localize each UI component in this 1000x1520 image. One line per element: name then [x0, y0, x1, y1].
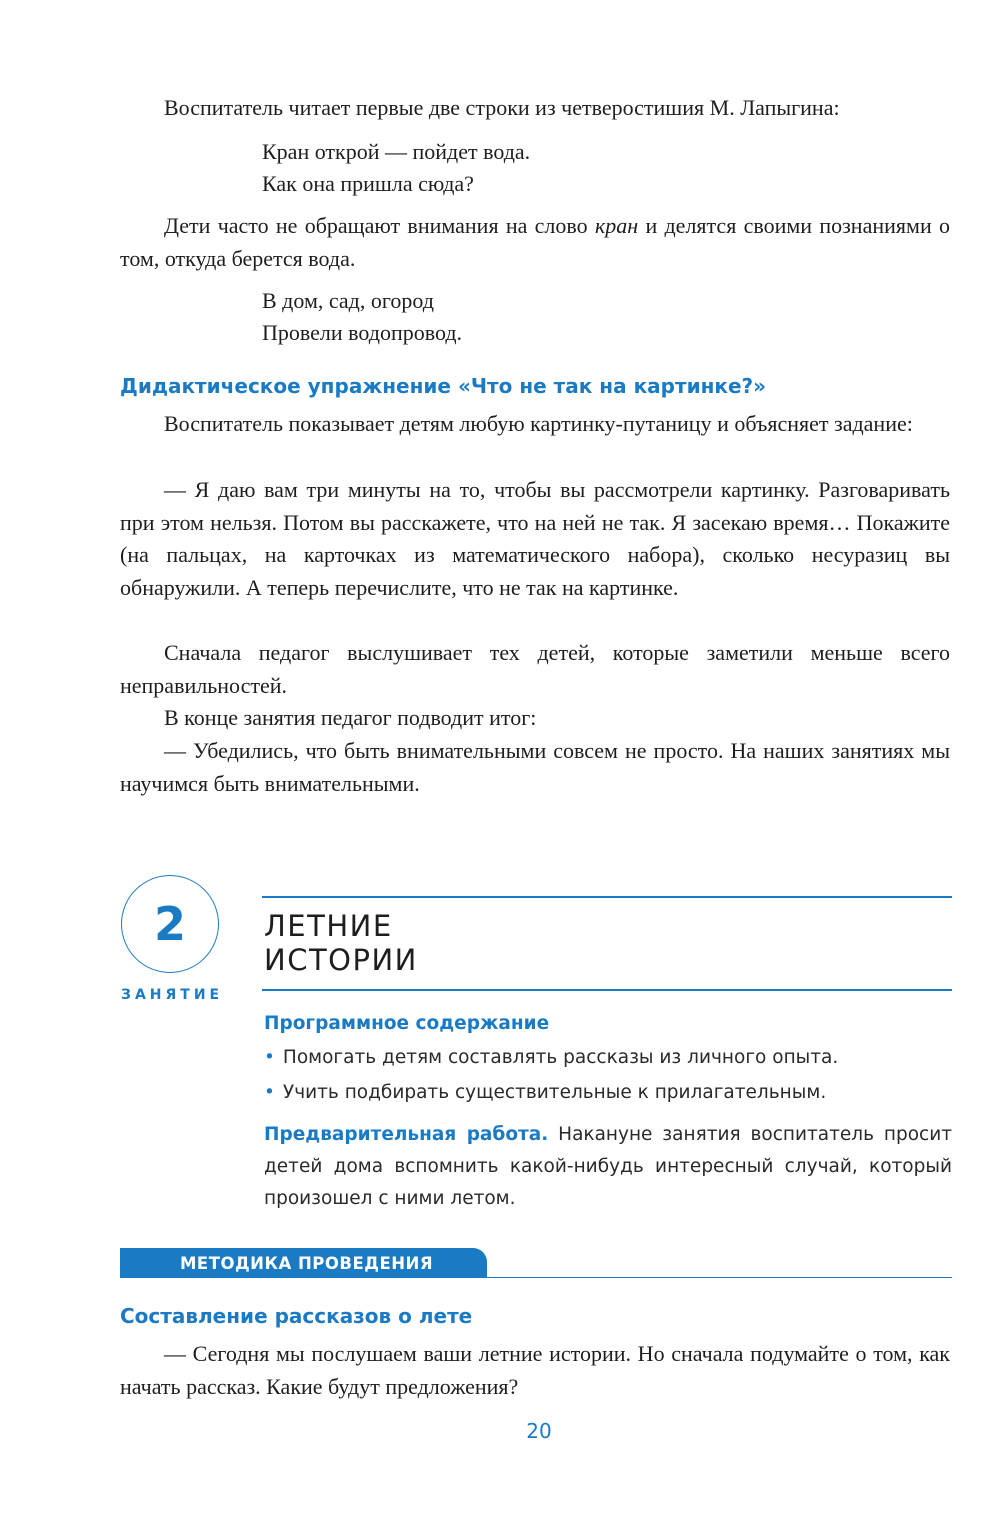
page-number: 20 [526, 1419, 552, 1443]
method-divider [487, 1277, 952, 1278]
poem-line: Кран открой — пойдет вода. [262, 139, 531, 164]
exercise-paragraph: — Убедились, что быть внимательными совсем не просто. На наших занятиях мы научимся быть внимательными. [120, 738, 950, 796]
poem-line: Как она пришла сюда? [262, 171, 474, 196]
lesson-number-badge: 2 [121, 875, 219, 973]
bullet-item: • Учить подбирать существительные к прилагательным. [264, 1082, 827, 1103]
poem-line: Провели водопровод. [262, 320, 463, 345]
poem-2 [262, 285, 462, 349]
prep-label: Предварительная работа. [264, 1124, 549, 1145]
body-paragraph: Дети часто не обращают внимания на слово кран и делятся своими познаниями о том, откуда берется вода. [120, 213, 950, 271]
divider-bottom [262, 989, 952, 991]
bullet-icon: • [264, 1082, 275, 1103]
divider-top [262, 896, 952, 898]
lesson-title: ЛЕТНИЕ ИСТОРИИ [264, 909, 418, 977]
lesson-label: ЗАНЯТИЕ [121, 987, 224, 1003]
exercise-paragraph: В конце занятия педагог подводит итог: [164, 705, 537, 730]
method-heading: Составление рассказов о лете [120, 1304, 473, 1328]
poem-1 [262, 136, 530, 200]
method-bar: МЕТОДИКА ПРОВЕДЕНИЯ [120, 1248, 487, 1278]
exercise-heading: Дидактическое упражнение «Что не так на картинке?» [120, 374, 767, 398]
poem-line: В дом, сад, огород [262, 288, 434, 313]
exercise-paragraph: Сначала педагог выслушивает тех детей, которые заметили меньше всего неправильностей. [120, 640, 950, 698]
prep-paragraph: Предварительная работа. Накануне занятия воспитатель просит детей дома вспомнить какой-нибудь интересный случай, который произошел с ними летом. [264, 1124, 952, 1209]
intro-paragraph: Воспитатель читает первые две строки из четверостишия М. Лапыгина: [164, 95, 840, 120]
program-heading: Программное содержание [264, 1013, 550, 1034]
exercise-paragraph: — Я даю вам три минуты на то, чтобы вы рассмотрели картинку. Разговаривать при этом нельзя. Потом вы расскажете, что на ней не так. Я засекаю время… Покажите (на пальцах, на карточках из математического набора), сколько несуразиц вы обнаружили. А теперь перечислите, что не так на картинке. [120, 477, 950, 600]
bullet-icon: • [264, 1047, 275, 1068]
italic-word: кран [594, 213, 639, 238]
bullet-item: • Помогать детям составлять рассказы из личного опыта. [264, 1047, 839, 1068]
method-paragraph: — Сегодня мы послушаем ваши летние истории. Но сначала подумайте о том, как начать рассказ. Какие будут предложения? [120, 1341, 950, 1399]
exercise-paragraph: Воспитатель показывает детям любую картинку-путаницу и объясняет задание: [164, 411, 913, 436]
